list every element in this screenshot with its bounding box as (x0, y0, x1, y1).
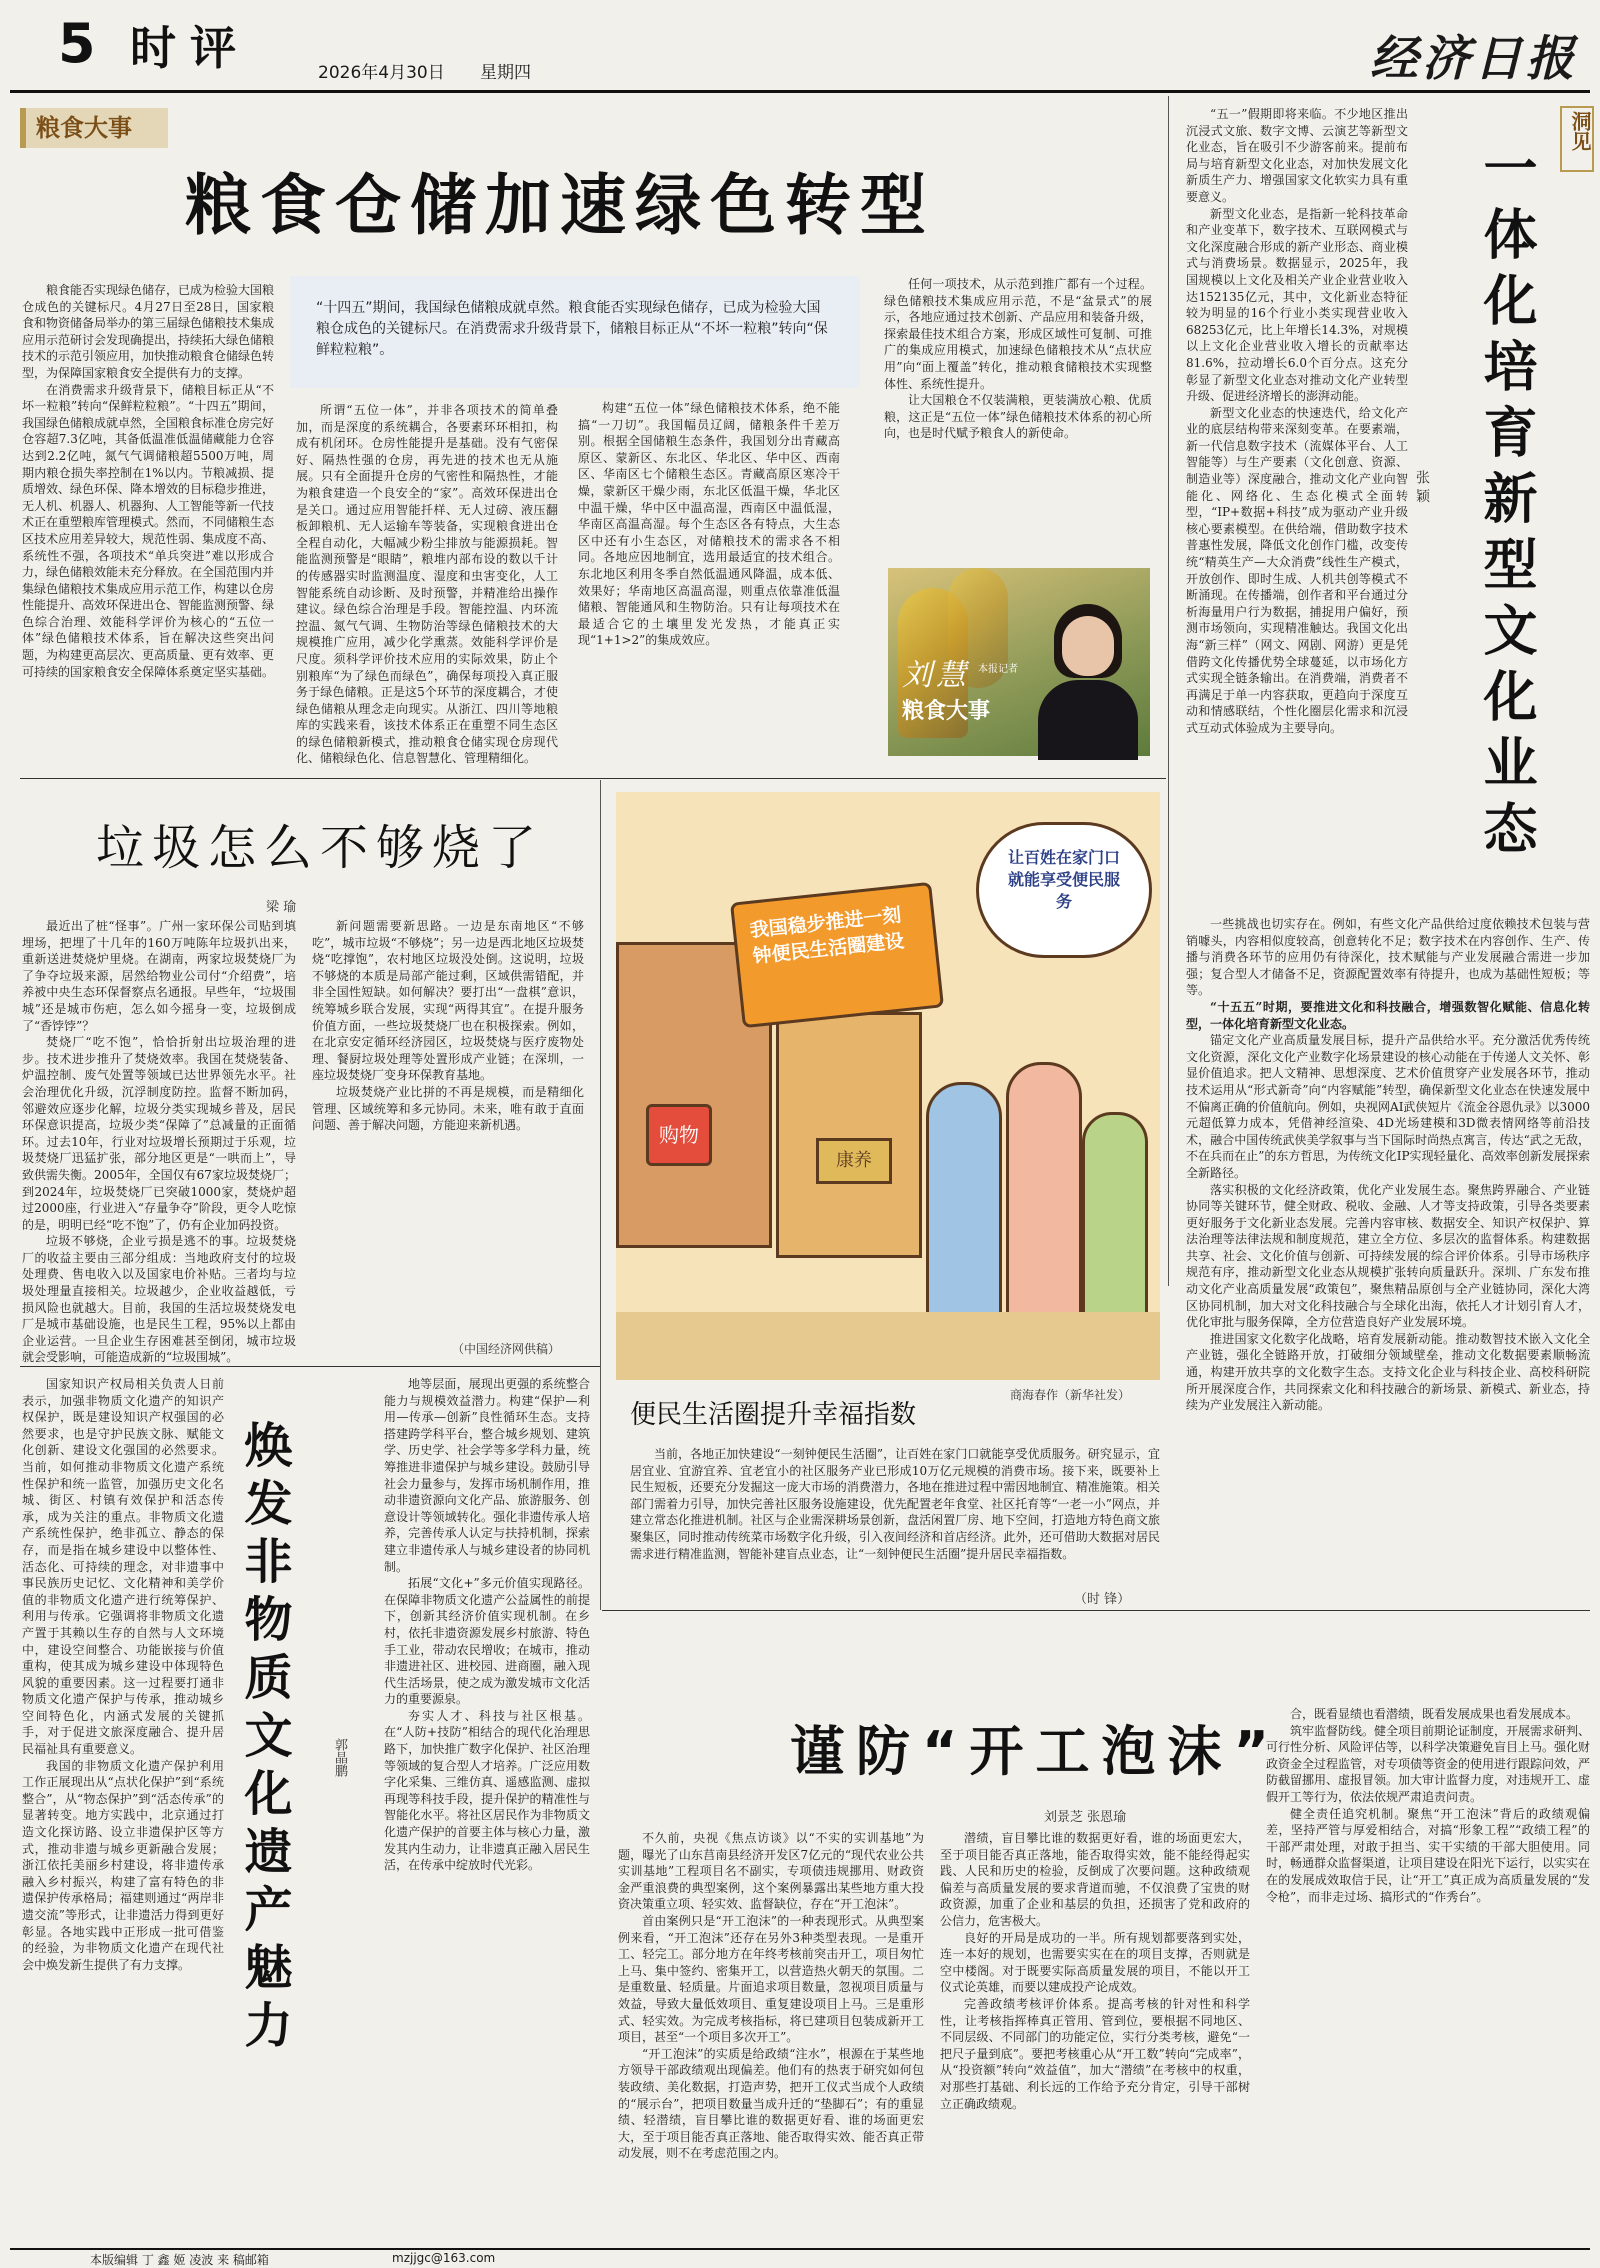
portrait-face (1062, 616, 1114, 676)
article1-col1-para1: 粮食能否实现绿色储存，已成为检验大国粮仓成色的关键标尺。4月27日至28日，国家粮食和物资储备局举办的第三届绿色储粮技术集成应用示范研讨会发现确提出，持续拓大绿色储粮技术的示范引领应用，加快推动粮食仓储绿色转型，为保障国家粮食安全提供有力的支撑。 (22, 283, 275, 380)
right-article-title: 一体化培育新型文化业态 (1475, 140, 1538, 866)
divider-article2-bottom (20, 1366, 600, 1367)
cartoon-care-label: 康养 (836, 1150, 872, 1171)
right-para2: 新型文化业态，是指新一轮科技革命和产业变革下，数字技术、互联网模式与文化深度融合形成的新产业形态、商业模式与消费场景。数据显示，2025年，我国规模以上文化及相关产业企业营业收入达152135亿元，其中，文化新业态特征较为明显的16个行业小类实现营业收入68253亿元，比上年增长14.3%，对规模以上文化企业营业收入增长的贡献率达81.6%，拉动增长6.0个百分点。这充分彰显了新型文化业态对推动文化产业转型升级、促进经济增长的澎湃动能。 (1186, 206, 1408, 404)
article2-source: （中国经济网供稿） (452, 1342, 561, 1356)
article3-author: 郭晶鹏 (332, 1738, 347, 1777)
divider-article2-cartoon (600, 780, 601, 1610)
article2-title: 垃圾怎么不够烧了 (96, 820, 545, 876)
right-tag-label: 洞见 (1568, 111, 1592, 151)
right-para6: 锚定文化产业高质量发展目标，提升产品供给水平。充分激活优秀传统文化资源，深化文化产业数字化场景建设的核心动能在于传递人文关怀、彰显价值追求。把人文精神、思想深度、艺术价值贯穿产业发展各环节，推动技术运用从“形式新奇”向“内容赋能”转型，确保新型文化业态在快速发展中不偏离正确的价值航向。例如，央视网AI武侠短片《流金谷恩仇录》以3000元超低算力成本，凭借神经渲染、4D光场建模和3D微表情网络等前沿技术，融合中国传统武侠美学叙事与当下国际时尚热点寓言，传达“武之无敌，不在兵而在止”的东方哲思，为传统文化IP实现轻量化、高效率创新发展探索全新路径。 (1186, 1033, 1590, 1180)
cartoon-speech-cloud (976, 822, 1152, 958)
issue-date: 2026年4月30日 (318, 63, 445, 83)
article4-col2-para3: 完善政绩考核评价体系。提高考核的针对性和科学性，让考核指挥棒真正管用、管到位，要根据不同地区、不同层级、不同部门的功能定位，实行分类考核，避免“一把尺子量到底”。要把考核重心从“开工数”转向“完成率”，从“投资额”转向“效益值”，加大“潜绩”在考核中的权重，对那些打基础、利长远的工作给予充分肯定，引导干部树立正确政绩观。 (940, 1996, 1250, 2111)
cartoon-text-para: 当前，各地正加快建设“一刻钟便民生活圈”，让百姓在家门口就能享受优质服务。研究显示，宜居宜业、宜游宜养、宜老宜小的社区服务产业已形成10万亿元规模的消费市场。接下来，既要补上民生短板，还要充分发掘这一庞大市场的消费潜力，各地在推进过程中需因地制宜、精准施策。相关部门需着力引导，加快完善社区服务设施建设，优先配置老年食堂、社区托育等“一老一小”网点，并建立常态化推进机制。社区与企业需深耕场景创新，盘活闲置厂房、地下空间，打造地方特色商文旅聚集区，同时推动传统菜市场数字化升级，引入夜间经济和首店经济。此外，还可借助大数据对居民需求进行精准监测，智能补建盲点业态，让“一刻钟便民生活圈”提升居民幸福指数。 (630, 1447, 1160, 1561)
right-para3: 新型文化业态的快速迭代，给文化产业的底层结构带来深刻变革。在要素端，新一代信息数字技术（流媒体平台、人工智能等）与生产要素（文化创意、资源、制造业等）深度融合，推动文化产业向智能化、网络化、生态化模式全面转型，“IP+数据+科技”成为驱动产业升级核心要素模型。在供给端，借助数字技术普惠性发展，降低文化创作门槛，改变传统“精英生产—大众消费”线性生产模式，开放创作、即时生成、人机共创等模式不断涌现。在传播端，创作者和平台通过分析海量用户行为数据，捕捉用户偏好，预测市场领向，实现精准触达。我国文化出海“新三样”（网文、网剧、网游）更是凭借跨文化传播优势全球蔓延，以市场化方式实现全链条输出。在消费端，消费者不再满足于单一内容获取，更趋向于深度互动和情感联结，个性化圈层化需求和沉浸式互动式体验成为主要导向。 (1186, 405, 1408, 735)
cartoon-author: （时 锋） (1074, 1592, 1131, 1607)
cartoon-text (630, 1446, 1160, 1582)
footer-editors: 本版编辑 丁 鑫 姬 凌波 来 稿邮箱 (90, 2253, 269, 2267)
article1-col1-para2: 在消费需求升级背景下，储粮目标正从“不坏一粒粮”转向“保鲜粒粒粮”。“十四五”期间，我国绿色储粮成就卓然，全国粮食标准仓房完好仓容超7.3亿吨，其备低温准低温储藏能力仓容达到2.2亿吨，氮气气调储粮超5500万吨，周期内粮仓损失率控制在1%以内。节粮减损、提质增效、绿色环保、降本增效的目标稳步推进，无人机、机器人、机器狗、人工智能等新一代技术正在重塑粮库管理模式。然而，不同储粮生态区技术应用差异较大，规范性弱、集成度不高、系统性不强，各项技术“单兵突进”难以形成合力，绿色储粮效能未充分释放。在全国范围内并集绿色储粮技术集成应用示范工作，构建以仓房性能提升、高效环保进出仓、智能监测预警、绿色综合治理、效能科学评价为核心的“五位一体”绿色储粮技术体系，旨在解决这些突出问题，为构建更高层次、更高质量、更有效率、更可持续的国家粮食安全保障体系奠定坚实基础。 (22, 382, 275, 679)
article4-col2-para2: 良好的开局是成功的一半。所有规划都要落到实处，连一本好的规划，也需要实实在在的项目支撑，否则就是空中楼阁。对于既要实际高质量发展的项目，不能以开工仪式论英雄，而要以建成投产论成效。 (940, 1930, 1250, 1995)
footer-email[interactable]: mzjjgc@163.com (392, 2251, 496, 2265)
article4-title: 谨防“开工泡沫” (790, 1720, 1281, 1783)
article1-col4-para1: 任何一项技术，从示范到推广都有一个过程。绿色储粮技术集成应用示范，不是“盆景式”的展示，各地应通过技术创新、产品应用和装备升级，探索最佳技术组合方案，形成区域性可复制、可推广的集成应用模式，加速绿色储粮技术从“点状应用”向“面上覆盖”转化，推动粮食储粮技术实现整体性、系统性提升。 (884, 277, 1152, 391)
cartoon-person-2 (1006, 1062, 1082, 1348)
article2-col1-para2: 焚烧厂“吃不饱”，恰恰折射出垃圾治理的进步。技术进步推升了焚烧效率。我国在焚烧装备、炉温控制、废气处置等领域已达世界领先水平。社会治理优化升级，沉浮制度防控。监督不断加码，邻避效应逐步化解，垃圾分类实现城乡普及，居民环保意识提高，垃圾少类“保障了”总减量的正面循环。过去10年，行业对垃圾增长预期过于乐观，垃圾焚烧厂迅猛扩张，部分地区更是“一哄而上”，导致供需失衡。2005年，全国仅有67家垃圾焚烧厂；到2024年，垃圾焚烧厂已突破1000家，焚烧炉超过2000座，行业进入“存量争夺”阶段，更令人吃惊的是，明明已经“吃不饱”了，仍有企业加码投资。 (22, 1035, 296, 1232)
article4-col3-para3: 健全责任追究机制。聚焦“开工泡沫”背后的政绩观偏差，坚持严管与厚爱相结合，对搞“形象工程”“政绩工程”的干部严肃处理，对敢于担当、实干实绩的干部大胆使用。同时，畅通群众监督渠道，让项目建设在阳光下运行，以实实在在的发展成效取信于民，让“开工”真正成为高质量发展的“发令枪”，而非走过场、搞形式的“作秀台”。 (1266, 1806, 1591, 1904)
divider-right-column (1168, 96, 1169, 1286)
article1-col4 (884, 276, 1152, 556)
article4-col2-para1: 潜绩，盲目攀比谁的数据更好看，谁的场面更宏大，至于项目能否真正落地，能否取得实效，能不能经得起实践、人民和历史的检验，反倒成了次要问题。这种政绩观偏差与高质量发展的要求背道而驰，不仅浪费了宝贵的财政资源，加重了企业和基层的负担，还损害了党和政府的公信力，危害极大。 (940, 1831, 1250, 1928)
article4-col2 (940, 1830, 1250, 2244)
article3-col1-para2: 我国的非物质文化遗产保护利用工作正展现出从“点状化保护”到“系统整合”，从“物态保护”到“活态传承”的显著转变。地方实践中，北京通过打造文化探访路、设立非遗保护区等方式，推动非遗与城乡更新融合发展；浙江依托美丽乡村建设，将非遗传承融入乡村振兴，构建了富有特色的非遗保护传承格局；福建则通过“两岸非遗交流”等形式，让非遗活力得到更好彰显。各地实践中正形成一批可借鉴的经验，为非物质文化遗产在现代社会中焕发新生提供了有力支撑。 (22, 1758, 224, 1972)
article3-col2-para3: 夯实人才、科技与社区根基。在“人防+技防”相结合的现代化治理思路下，加快推广数字化保护、社区治理等领域的复合型人才培养。广泛应用数字化采集、三维仿真、遥感监测、虚拟再现等科技手段，提升保护的精准性与智能化水平。将社区居民作为非物质文化遗产保护的首要主体与核心力量，激发其内生动力，让非遗真正融入居民生活，在传承中绽放时代光彩。 (384, 1708, 590, 1873)
article4-col1-para2: 首由案例只是“开工泡沫”的一种表现形式。从典型案例来看，“开工泡沫”还存在另外3种类型表现。一是重开工、轻完工。部分地方在年终考核前突击开工，项目匆忙上马、集中签约、密集开工，以营造热火朝天的氛围。二是重数量、轻质量。片面追求项目数量，忽视项目质量与效益，导致大量低效项目、重复建设项目上马。三是重形式、轻实效。为完成考核指标，将已建项目包装成新开工项目，甚至“一个项目多次开工”。 (618, 1913, 924, 2045)
article3-col1-para1: 国家知识产权局相关负责人日前表示，加强非物质文化遗产的知识产权保护，既是建设知识产权强国的必然要求，也是守护民族文脉、赋能文化创新、建设文化强国的必然要求。当前，如何推动非物质文化遗产系统性保护和统一监管，加强历史文化名城、街区、村镇有效保护和活态传承，成为关注的重点。非物质文化遗产系统性保护，绝非孤立、静态的保存，而是指在城乡建设中以整体性、活态化、可持续的理念，对非遗事中事民族历史记忆、文化精神和美学价值的非物质文化遗产进行统筹保护、利用与传承。它强调将非物质文化遗产置于其赖以生存的自然与人文环境中，建设空间整合、功能嵌接与价值重构，使其成为城乡建设中体现特色风貌的重要因素。这一过程要打通非物质文化遗产保护与传承，推动城乡空间特色化，内涵式发展的关键抓手，对于促进文旅深度融合、提升居民福祉具有重要意义。 (22, 1377, 224, 1757)
article1-col1 (22, 282, 274, 762)
cartoon-illustration (616, 792, 1160, 1380)
article3-col2 (384, 1376, 590, 2246)
author-card-role: 本报记者 (978, 664, 1018, 675)
article2-col1-para1: 最近出了桩“怪事”。广州一家环保公司贴到填埋场，把埋了十几年的160万吨陈年垃圾扒出来，重新送进焚烧炉里烧。在湖南，两家垃圾焚烧厂为了争夺垃圾来源，居然给物业公司付“介绍费”，培养被中央生态环保督察点名通报。早些年，“垃圾围城”还是城市伤疤，怎么如今摇身一变，垃圾倒成了“香饽饽”？ (22, 919, 296, 1033)
article4-col3-para2: 筑牢监督防线。健全项目前期论证制度，开展需求研判、可行性分析、风险评估等，以科学决策避免盲目上马。强化财政资金全过程监管，对专项债等资金的使用进行跟踪问效，严防截留挪用、虚报冒领。加大审计监督力度，对违规开工、虚假开工等行为，依法依规严肃追责问责。 (1266, 1723, 1591, 1804)
right-tag (1560, 106, 1594, 172)
article3-col2-para1: 地等层面，展现出更强的系统整合能力与规模效益潜力。构建“保护—利用—传承—创新”良性循环生态。支持搭建跨学科平台，整合城乡规划、建筑学、历史学、社会学等多学科力量，统筹推进非遗保护与城乡建设。鼓励引导社会力量参与，发挥市场机制作用，推动非遗资源向文化产品、旅游服务、创意设计等领域转化。强化非遗传承人培养，完善传承人认定与扶持机制，探索建立非遗传承人与城乡建设者的协同机制。 (384, 1377, 590, 1574)
article2-author: 梁 瑜 (266, 900, 297, 915)
cartoon-title: 便民生活圈提升幸福指数 (630, 1400, 917, 1430)
article3-col1 (22, 1376, 224, 2246)
cartoon-credit: 商海春作（新华社发） (1010, 1388, 1131, 1402)
article1-col2: 所谓“五位一体”，并非各项技术的简单叠加，而是深度的系统耦合，各要素环环相扣，构成有机闭环。仓房性能提升是基础。没有气密保好、隔热性强的仓房，再先进的技术也无从施展。只有全面提升仓房的气密性和隔热性，才能为粮食建造一个良安全的“家”。高效环保进出仓是关口。通过应用智能扦样、无人过磅、液压翻板卸粮机、无人运输车等装备，实现粮食进出仓全程自动化，大幅减少粉尘排放与能源损耗。智能监测预警是“眼睛”，粮堆内部布设的数以千计的传感器实时监测温度、湿度和虫害变化，人工智能系统自动诊断、及时预警，并精准给出操作建议。绿色综合治理是手段。智能控温、内环流控温、氮气气调、生物防治等绿色储粮技术的大规模推广应用，减少化学熏蒸。效能科学评价是尺度。须科学评价技术应用的实际效果，防止个别粮库“为了绿色而绿色”，确保每项投入真正服务于绿色储粮。正是这5个环节的深度耦合，才使绿色储粮从理念走向现实。从浙江、四川等地粮库的实践来看，该技术体系正在重塑不同生态区的绿色储粮新模式，推动粮食仓储实现仓房现代化、储粮绿色化、信息智慧化、管理精细化。 (296, 403, 558, 766)
divider-cartoon-bottom (602, 1610, 1590, 1611)
divider-article1-bottom (20, 778, 1166, 779)
article2-col1 (22, 918, 296, 1365)
column-tag (20, 108, 168, 148)
article4-col3-para1: 合，既看显绩也看潜绩，既看发展成果也看发展成本。 (1290, 1707, 1579, 1721)
right-para4: 一些挑战也切实存在。例如，有些文化产品供给过度依赖技术包装与营销噱头，内容相似度较高，创意转化不足；数字技术在内容创作、生产、传播与消费各环节的应用仍有待深化，技术赋能与产业发展融合需进一步加强；复合型人才储备不足，资源配置效率有待提升，也成为基础性短板；等等。 (1186, 917, 1590, 998)
cartoon-shop-label: 购物 (659, 1123, 699, 1147)
author-portrait (1038, 604, 1138, 756)
article4-col3 (1266, 1706, 1590, 2244)
pullquote-box (290, 276, 860, 388)
cartoon-banner-text: 我国稳步推进一刻钟便民生活圈建设 (748, 904, 906, 968)
right-article-bottom-text (1186, 916, 1590, 1684)
right-para7: 落实积极的文化经济政策，优化产业发展生态。聚焦跨界融合、产业链协同等关键环节，健全财政、税收、金融、人才等支持政策，引导各类要素更好服务于文化新业态发展。完善内容审核、数据安全、知识产权保护、算法治理等法律法规和制度规范，建立全方位、多层次的监督体系。构建数据共享、社会、文化价值与创新、可持续发展的综合评价体系。引导市场秩序规范有序，推动新型文化业态从规模扩张转向质量跃升。深圳、广东发布推动文化产业高质量发展“政策包”，聚焦精品原创与全产业链协同，深化大湾区协同机制，加大对文化科技融合与全球化出海，依托人才计划引育人才，优化审批与服务保障，全方位营造良好产业发展环境。 (1186, 1182, 1590, 1330)
right-para1: “五一”假期即将来临。不少地区推出沉浸式文旅、数字文博、云演艺等新型文化业态，旨在吸引不少游客前来。提前布局与培育新型文化业态，对加快发展文化新质生产力、增强国家文化软实力具有重要意义。 (1186, 107, 1408, 204)
author-card-name: 刘慧 (902, 658, 970, 693)
masthead (0, 0, 1600, 90)
right-article-top-text (1186, 106, 1408, 912)
masthead-rule (10, 90, 1590, 93)
article1-col3: 构建“五位一体”绿色储粮技术体系，绝不能搞“一刀切”。我国幅员辽阔，储粮条件千差万别。根据全国储粮生态条件，我国划分出青藏高原区、蒙新区、东北区、华北区、华中区、西南区、华南区七个储粮生态区。青藏高原区寒冷干燥，蒙新区干燥少雨，东北区低温干燥，华北区中温干燥，华中区中温高湿，西南区中温低湿，华南区高温高湿。每个生态区各有特点，大生态区中还有小生态区，对储粮技术的需求各不相同。各地应因地制宜，选用最适宜的技术组合。东北地区利用冬季自然低温通风降温，成本低、效果好；华南地区高温高湿，则重点依靠准低温储粮、智能通风和生物防治。只有让每项技术在最适合它的土壤里发光发热，才能真正实现“1+1>2”的集成效应。 (578, 401, 840, 648)
footer-rule (10, 2248, 1590, 2250)
article3-title: 焕发非物质文化遗产魅力 (236, 1420, 292, 2058)
author-card-column: 粮食大事 (902, 699, 991, 724)
article3-col2-para2: 拓展“文化+”多元价值实现路径。在保障非物质文化遗产公益属性的前提下，创新其经济价值实现机制。在乡村，依托非遗资源发展乡村旅游、特色手工业，带动农民增收；在城市，推动非遗进社区、进校园、进商圈，融入现代生活场景，使之成为激发城市文化活力的重要源泉。 (384, 1576, 590, 1707)
article2-col2 (312, 918, 584, 1328)
author-card (888, 568, 1150, 756)
cartoon-person-1 (926, 1082, 1002, 1348)
article1-col4-para2: 让大国粮仓不仅装满粮，更装满放心粮、优质粮，这正是“五位一体”绿色储粮技术体系的初心所向，也是时代赋予粮食人的新使命。 (884, 393, 1152, 441)
cartoon-ground (616, 1312, 1160, 1380)
page-number: 5 (58, 12, 96, 75)
column-tag-label: 粮食大事 (36, 114, 132, 142)
cartoon-banner (730, 882, 944, 1028)
issue-weekday: 星期四 (480, 63, 531, 83)
article2-col2-para2: 垃圾焚烧产业比拼的不再是规模，而是精细化管理、区域统筹和多元协同。未来，唯有敢于直面问题、善于解决问题，方能迎来新机遇。 (312, 1084, 584, 1133)
cartoon-shop-sign (646, 1104, 712, 1166)
article4-col1-para1: 不久前，央视《焦点访谈》以“不实的实训基地”为题，曝光了山东莒南县经济开发区7亿元的“现代农业公共实训基地”工程项目名不副实，专项债违规挪用、财政资金严重浪费的典型案例，这个案例暴露出某些地方重大投资决策重立项、轻实效、监督缺位，存在“开工泡沫”。 (618, 1831, 924, 1912)
article2-col1-para3: 垃圾不够烧，企业亏损是逃不的事。垃圾焚烧厂的收益主要由三部分组成：当地政府支付的垃圾处理费、售电收入以及国家电价补贴。三者均与垃圾处理量直接相关。垃圾越少，企业收益越低，亏损风险也就越大。目前，我国的生活垃圾焚烧发电厂是城市基础设施，也是民生工程，95%以上都由企业运营。一旦企业生存困难甚至倒闭，城市垃圾就会受影响，可能造成新的“垃圾围城”。 (22, 1234, 296, 1365)
article4-col1 (618, 1830, 924, 2244)
right-para5: “十五五”时期，要推进文化和科技融合，增强数智化赋能、信息化转型，一体化培育新型文化业态。 (1186, 999, 1590, 1031)
paper-logo: 经济日报 (1370, 31, 1579, 87)
pullquote-text: “十四五”期间，我国绿色储粮成就卓然。粮食能否实现绿色储存，已成为检验大国粮仓成色的关键标尺。在消费需求升级背景下，储粮目标正从“不坏一粒粮”转向“保鲜粒粒粮”。 (316, 300, 828, 358)
cartoon-cloud-text: 让百姓在家门口就能享受便民服务 (1007, 848, 1120, 911)
article2-col2-para1: 新问题需要新思路。一边是东南地区“不够吃”，城市垃圾“不够烧”；另一边是西北地区垃圾焚烧“吃撑饱”，农村地区垃圾没处倒。这说明，垃圾不够烧的本质是局部产能过剩，区域供需错配，并非全国性短缺。如何解决？要打出“一盘棋”意识，统筹城乡联合发展，实现“两得其宜”。在提升服务价值方面，一些垃圾焚烧厂也在积极探索。例如，在北京安定循环经济园区，垃圾焚烧与医疗废物处理、餐厨垃圾处理等处置形成产业链；在深圳，一座垃圾焚烧厂变身环保教育基地。 (312, 919, 584, 1083)
portrait-body (1038, 680, 1138, 760)
right-article-author: 张 颖 (1414, 470, 1430, 503)
cartoon-building-2 (776, 1012, 922, 1258)
article4-author: 刘景芝 张恩瑜 (1044, 1810, 1127, 1825)
article4-col1-para3: “开工泡沫”的实质是给政绩“注水”，根源在于某些地方领导干部政绩观出现偏差。他们有的热衷于研究如何包装政绩、美化数据，打造声势，把开工仪式当成个人政绩的“展示台”，把项目数量当成升迁的“垫脚石”；有的重显绩、轻潜绩，盲目攀比谁的数据更好看、谁的场面更宏大，至于项目能否真正落地、能否取得实效、能否真正带动发展，则不在考虑范围之内。 (618, 2046, 924, 2161)
cartoon-care-sign (816, 1138, 892, 1184)
right-para8: 推进国家文化数字化战略，培育发展新动能。推动数智技术嵌入文化全产业链，强化全链路开放，打破细分领域壁垒，推动文化数据要素顺畅流通，构建开放共享的文化数字生态。支持文化企业与科技企业、高校科研院所开展深度合作，共同探索文化和科技融合的新场景、新模式、新业态，持续为产业发展注入新动能。 (1186, 1331, 1590, 1413)
section-name: 时评 (130, 21, 250, 75)
article1-title: 粮食仓储加速绿色转型 (185, 167, 935, 244)
